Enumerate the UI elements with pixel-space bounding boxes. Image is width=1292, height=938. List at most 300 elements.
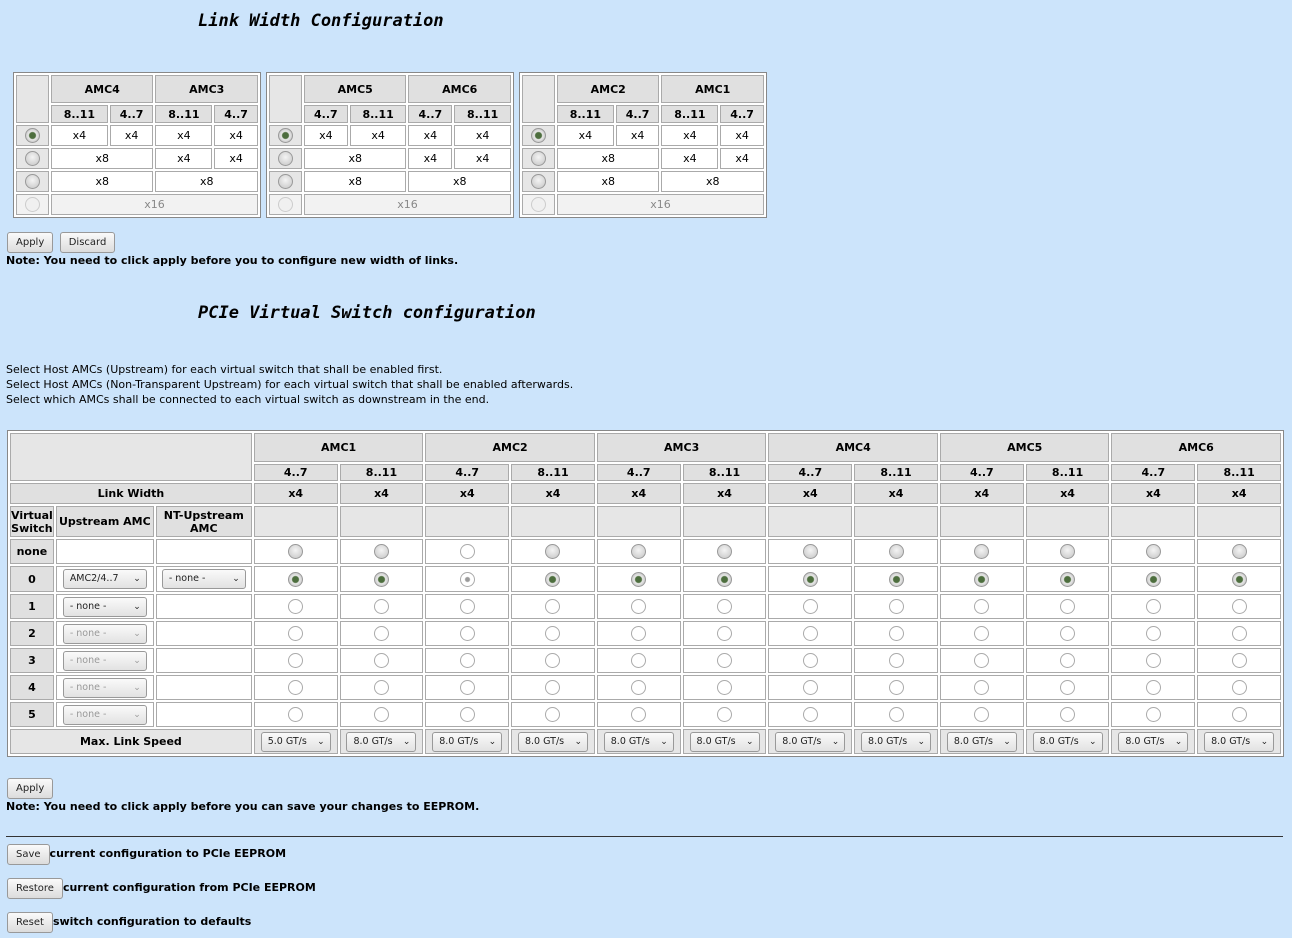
downstream-radio-cell[interactable] <box>1026 648 1110 673</box>
downstream-radio-cell[interactable] <box>1111 621 1195 646</box>
link-speed-select[interactable] <box>947 732 1017 752</box>
radio-icon <box>1146 680 1161 695</box>
downstream-radio-cell[interactable] <box>425 566 509 592</box>
downstream-radio-cell[interactable] <box>683 594 767 619</box>
width-cell: x8 <box>408 171 511 192</box>
header-corner <box>522 75 555 123</box>
restore-description: current configuration from PCIe EEPROM <box>62 881 316 894</box>
upstream-select[interactable] <box>63 569 147 589</box>
link-width-value: x4 <box>425 483 509 504</box>
chevron-down-icon: ⌄ <box>133 682 141 693</box>
vswitch-title: PCIe Virtual Switch configuration <box>198 303 536 323</box>
amc-header: AMC3 <box>155 75 258 103</box>
lane-header: 4..7 <box>720 105 764 123</box>
chevron-down-icon: ⌄ <box>1174 736 1183 747</box>
nt-upstream-cell <box>156 675 252 700</box>
radio-icon <box>974 653 989 668</box>
radio-icon <box>717 680 732 695</box>
radio-icon <box>803 653 818 668</box>
spacer-cell <box>940 506 1024 537</box>
downstream-radio-cell[interactable] <box>597 675 681 700</box>
link-speed-value: 8.0 GT/s <box>696 735 736 747</box>
downstream-radio-cell[interactable] <box>683 675 767 700</box>
lane-header: 4..7 <box>110 105 154 123</box>
radio-icon <box>889 680 904 695</box>
radio-icon <box>889 653 904 668</box>
nt-upstream-cell <box>156 621 252 646</box>
width-cell: x4 <box>304 125 348 146</box>
downstream-radio-cell[interactable] <box>768 675 852 700</box>
downstream-radio-cell[interactable] <box>854 675 938 700</box>
width-option-radio[interactable] <box>16 171 49 192</box>
lane-header: 4..7 <box>597 464 681 481</box>
amc-header: AMC5 <box>940 433 1110 462</box>
link-width-value: x4 <box>683 483 767 504</box>
radio-selected-icon <box>278 128 293 143</box>
upstream-select[interactable] <box>63 597 147 617</box>
downstream-radio-cell[interactable] <box>511 621 595 646</box>
link-width-note: Note: You need to click apply before you to configure new width of links. <box>6 254 459 267</box>
chevron-down-icon: ⌄ <box>133 574 141 584</box>
radio-icon <box>288 707 303 722</box>
radio-icon <box>889 572 904 587</box>
downstream-radio-cell[interactable] <box>683 566 767 592</box>
width-cell: x4 <box>557 125 614 146</box>
radio-icon <box>1146 626 1161 641</box>
width-option-radio[interactable] <box>269 125 302 146</box>
downstream-radio-cell[interactable] <box>854 594 938 619</box>
chevron-down-icon: ⌄ <box>1089 736 1097 747</box>
upstream-select-value: AMC2/4..7 <box>69 573 119 584</box>
link-width-value: x4 <box>254 483 338 504</box>
downstream-radio-cell[interactable] <box>940 539 1024 564</box>
switch-row-label: 5 <box>10 702 54 727</box>
lane-header: 4..7 <box>408 105 452 123</box>
downstream-radio-cell[interactable] <box>340 621 424 646</box>
upstream-header: Upstream AMC <box>56 506 154 537</box>
downstream-radio-cell[interactable] <box>854 539 938 564</box>
amc-header: AMC1 <box>254 433 424 462</box>
restore-button[interactable]: Restore <box>7 878 63 899</box>
width-cell: x8 <box>155 171 258 192</box>
radio-icon <box>631 626 646 641</box>
upstream-select <box>63 651 147 671</box>
width-cell: x8 <box>51 171 153 192</box>
downstream-radio-cell[interactable] <box>425 675 509 700</box>
downstream-radio-cell[interactable] <box>1026 675 1110 700</box>
downstream-radio-cell[interactable] <box>1197 566 1281 592</box>
link-speed-select[interactable] <box>261 732 331 752</box>
downstream-radio-cell[interactable] <box>940 621 1024 646</box>
radio-icon <box>374 653 389 668</box>
radio-icon <box>1146 653 1161 668</box>
downstream-radio-cell[interactable] <box>340 539 424 564</box>
radio-icon <box>803 707 818 722</box>
downstream-radio-cell[interactable] <box>340 648 424 673</box>
link-speed-cell <box>1026 729 1110 754</box>
downstream-radio-cell[interactable] <box>854 566 938 592</box>
link-speed-value: 8.0 GT/s <box>610 735 650 747</box>
link-speed-cell <box>425 729 509 754</box>
downstream-radio-cell[interactable] <box>1026 621 1110 646</box>
radio-icon <box>278 151 293 166</box>
spacer-cell <box>511 506 595 537</box>
radio-icon <box>1060 653 1075 668</box>
width-option-radio[interactable] <box>269 171 302 192</box>
downstream-radio-cell[interactable] <box>1197 648 1281 673</box>
link-width-value: x4 <box>1111 483 1195 504</box>
link-width-value: x4 <box>768 483 852 504</box>
downstream-radio-cell[interactable] <box>854 648 938 673</box>
downstream-radio-cell[interactable] <box>683 621 767 646</box>
link-speed-value: 8.0 GT/s <box>1125 735 1165 747</box>
link-speed-select[interactable] <box>690 732 760 752</box>
downstream-radio-cell[interactable] <box>425 702 509 727</box>
radio-icon <box>974 599 989 614</box>
link-speed-select[interactable] <box>1118 732 1188 752</box>
width-cell: x4 <box>408 148 452 169</box>
downstream-radio-cell[interactable] <box>254 702 338 727</box>
downstream-radio-cell[interactable] <box>425 594 509 619</box>
radio-icon <box>717 599 732 614</box>
downstream-radio-cell[interactable] <box>940 702 1024 727</box>
chevron-down-icon: ⌄ <box>133 709 141 720</box>
downstream-radio-cell[interactable] <box>254 648 338 673</box>
nt-upstream-cell <box>156 566 252 592</box>
width-cell: x4 <box>110 125 154 146</box>
spacer-cell <box>254 506 338 537</box>
width-option-radio[interactable] <box>269 148 302 169</box>
radio-icon <box>278 174 293 189</box>
chevron-down-icon: ⌄ <box>660 736 668 747</box>
downstream-radio-cell[interactable] <box>683 702 767 727</box>
radio-icon <box>374 544 389 559</box>
radio-icon <box>1146 572 1161 587</box>
downstream-radio-cell[interactable] <box>1111 539 1195 564</box>
width-cell: x8 <box>557 148 659 169</box>
width-cell: x4 <box>616 125 660 146</box>
radio-icon <box>1232 626 1247 641</box>
upstream-cell <box>56 702 154 727</box>
lane-header: 8..11 <box>454 105 511 123</box>
radio-icon <box>974 544 989 559</box>
downstream-radio-cell[interactable] <box>254 675 338 700</box>
nt-upstream-header: NT-Upstream AMC <box>156 506 252 537</box>
link-speed-value: 8.0 GT/s <box>1039 735 1079 747</box>
radio-icon <box>803 544 818 559</box>
width-cell: x4 <box>454 148 511 169</box>
spacer-cell <box>425 506 509 537</box>
amc-header: AMC6 <box>408 75 511 103</box>
vswitch-instructions <box>6 362 573 407</box>
width-cell: x4 <box>214 148 258 169</box>
radio-icon <box>1232 544 1247 559</box>
radio-icon <box>974 626 989 641</box>
link-speed-value: 8.0 GT/s <box>524 735 565 747</box>
downstream-radio-cell[interactable] <box>683 648 767 673</box>
downstream-radio-cell[interactable] <box>425 621 509 646</box>
downstream-radio-cell[interactable] <box>1111 675 1195 700</box>
chevron-down-icon: ⌄ <box>402 736 411 747</box>
radio-icon <box>374 599 389 614</box>
downstream-radio-cell[interactable] <box>597 702 681 727</box>
lane-header: 8..11 <box>340 464 424 481</box>
link-speed-value: 5.0 GT/s <box>267 735 307 747</box>
downstream-radio-cell[interactable] <box>425 539 509 564</box>
link-speed-value: 8.0 GT/s <box>1211 735 1251 747</box>
width-option-radio[interactable] <box>16 125 49 146</box>
width-cell: x16 <box>304 194 511 215</box>
downstream-radio-cell[interactable] <box>768 702 852 727</box>
width-option-radio[interactable] <box>522 171 555 192</box>
downstream-radio-cell[interactable] <box>768 648 852 673</box>
radio-icon <box>631 599 646 614</box>
downstream-radio-cell[interactable] <box>511 539 595 564</box>
downstream-radio-cell[interactable] <box>854 621 938 646</box>
width-option-radio[interactable] <box>522 148 555 169</box>
link-speed-cell <box>254 729 338 754</box>
link-speed-select[interactable] <box>604 732 674 752</box>
radio-icon <box>1232 680 1247 695</box>
radio-icon <box>1232 599 1247 614</box>
downstream-radio-cell[interactable] <box>1111 594 1195 619</box>
downstream-radio-cell[interactable] <box>1026 566 1110 592</box>
width-option-radio[interactable] <box>522 125 555 146</box>
width-option-radio <box>269 194 302 215</box>
downstream-radio-cell[interactable] <box>768 621 852 646</box>
downstream-radio-cell[interactable] <box>511 702 595 727</box>
chevron-down-icon: ⌄ <box>232 574 240 584</box>
downstream-radio-cell[interactable] <box>683 539 767 564</box>
radio-icon <box>889 544 904 559</box>
chevron-down-icon: ⌄ <box>1003 736 1011 747</box>
radio-icon <box>717 653 732 668</box>
upstream-select <box>63 705 147 725</box>
downstream-radio-cell[interactable] <box>254 594 338 619</box>
spacer-cell <box>854 506 938 537</box>
radio-icon <box>374 680 389 695</box>
downstream-radio-cell[interactable] <box>425 648 509 673</box>
link-speed-value: 8.0 GT/s <box>953 735 993 747</box>
reset-button[interactable]: Reset <box>7 912 53 933</box>
downstream-radio-cell[interactable] <box>340 675 424 700</box>
downstream-radio-cell[interactable] <box>1111 702 1195 727</box>
radio-icon <box>545 626 560 641</box>
switch-row-label: 2 <box>10 621 54 646</box>
radio-disabled-icon <box>531 197 546 212</box>
downstream-radio-cell[interactable] <box>340 566 424 592</box>
radio-icon <box>803 599 818 614</box>
downstream-radio-cell[interactable] <box>340 594 424 619</box>
upstream-select <box>63 678 147 698</box>
width-cell: x8 <box>557 171 659 192</box>
radio-icon <box>631 572 646 587</box>
link-speed-cell <box>768 729 852 754</box>
link-speed-cell <box>940 729 1024 754</box>
downstream-radio-cell[interactable] <box>1026 702 1110 727</box>
link-width-value: x4 <box>940 483 1024 504</box>
lane-header: 8..11 <box>51 105 108 123</box>
nt-upstream-cell <box>156 539 252 564</box>
link-width-value: x4 <box>597 483 681 504</box>
downstream-radio-cell[interactable] <box>511 648 595 673</box>
lane-header: 8..11 <box>350 105 407 123</box>
downstream-radio-cell[interactable] <box>1197 594 1281 619</box>
instruction-line: Select Host AMCs (Upstream) for each virtual switch that shall be enabled first. <box>6 363 443 376</box>
radio-icon <box>25 174 40 189</box>
downstream-radio-cell[interactable] <box>768 594 852 619</box>
downstream-radio-cell[interactable] <box>597 594 681 619</box>
radio-icon <box>717 544 732 559</box>
apply-vswitch-button[interactable]: Apply <box>7 778 53 799</box>
link-speed-value: 8.0 GT/s <box>782 735 822 747</box>
radio-icon <box>460 599 475 614</box>
lane-header: 8..11 <box>661 105 718 123</box>
downstream-radio-cell[interactable] <box>254 621 338 646</box>
link-speed-cell <box>511 729 595 754</box>
radio-icon <box>545 707 560 722</box>
downstream-radio-cell[interactable] <box>768 539 852 564</box>
downstream-radio-cell[interactable] <box>940 675 1024 700</box>
downstream-radio-cell[interactable] <box>1197 675 1281 700</box>
width-cell: x8 <box>661 171 764 192</box>
downstream-radio-cell[interactable] <box>1026 539 1110 564</box>
upstream-select-value: - none - <box>69 600 107 612</box>
amc-header: AMC6 <box>1111 433 1281 462</box>
spacer-cell <box>340 506 424 537</box>
lane-header: 8..11 <box>1197 464 1281 481</box>
downstream-radio-cell[interactable] <box>768 566 852 592</box>
link-speed-select[interactable] <box>1204 732 1274 752</box>
upstream-cell <box>56 675 154 700</box>
apply-link-width-button[interactable]: Apply <box>7 232 53 253</box>
chevron-down-icon: ⌄ <box>831 736 840 747</box>
downstream-radio-cell[interactable] <box>1197 621 1281 646</box>
save-button[interactable]: Save <box>7 844 50 865</box>
nt-upstream-select[interactable] <box>162 569 246 589</box>
link-speed-select[interactable] <box>346 732 416 752</box>
upstream-cell <box>56 621 154 646</box>
upstream-cell <box>56 648 154 673</box>
downstream-radio-cell[interactable] <box>254 566 338 592</box>
lane-header: 8..11 <box>557 105 614 123</box>
downstream-radio-cell[interactable] <box>511 675 595 700</box>
radio-icon <box>1060 599 1075 614</box>
radio-selected-icon <box>531 128 546 143</box>
downstream-radio-cell[interactable] <box>511 594 595 619</box>
radio-icon <box>1146 599 1161 614</box>
upstream-select-value: - none - <box>69 681 107 693</box>
lane-header: 4..7 <box>304 105 348 123</box>
width-cell: x4 <box>51 125 108 146</box>
upstream-select-value: - none - <box>69 654 107 666</box>
spacer-cell <box>683 506 767 537</box>
radio-icon <box>460 626 475 641</box>
downstream-radio-cell[interactable] <box>597 648 681 673</box>
downstream-radio-cell[interactable] <box>1197 702 1281 727</box>
radio-icon <box>288 653 303 668</box>
vswitch-note: Note: You need to click apply before you can save your changes to EEPROM. <box>6 800 480 813</box>
radio-icon <box>974 707 989 722</box>
nt-upstream-cell <box>156 648 252 673</box>
link-speed-select[interactable] <box>518 732 588 752</box>
amc-header: AMC2 <box>557 75 659 103</box>
radio-icon <box>25 151 40 166</box>
chevron-down-icon: ⌄ <box>1260 736 1269 747</box>
link-speed-cell <box>683 729 767 754</box>
downstream-radio-cell[interactable] <box>254 539 338 564</box>
link-width-value: x4 <box>340 483 424 504</box>
chevron-down-icon: ⌄ <box>745 736 754 747</box>
link-speed-cell <box>1111 729 1195 754</box>
downstream-radio-cell[interactable] <box>597 539 681 564</box>
link-speed-select[interactable] <box>861 732 931 752</box>
link-speed-select[interactable] <box>432 732 502 752</box>
downstream-radio-cell[interactable] <box>940 594 1024 619</box>
downstream-radio-cell[interactable] <box>940 566 1024 592</box>
link-speed-value: 8.0 GT/s <box>353 735 393 747</box>
downstream-radio-cell[interactable] <box>597 621 681 646</box>
amc-header: AMC4 <box>51 75 153 103</box>
lane-header: 8..11 <box>683 464 767 481</box>
radio-icon <box>288 626 303 641</box>
downstream-radio-cell[interactable] <box>511 566 595 592</box>
downstream-radio-cell[interactable] <box>1026 594 1110 619</box>
lane-header: 4..7 <box>940 464 1024 481</box>
width-cell: x4 <box>350 125 407 146</box>
downstream-radio-cell[interactable] <box>597 566 681 592</box>
downstream-radio-cell[interactable] <box>340 702 424 727</box>
downstream-radio-cell[interactable] <box>940 648 1024 673</box>
downstream-radio-cell[interactable] <box>1111 566 1195 592</box>
radio-icon <box>288 680 303 695</box>
radio-icon <box>717 572 732 587</box>
switch-row-label: 3 <box>10 648 54 673</box>
spacer-cell <box>1026 506 1110 537</box>
downstream-radio-cell[interactable] <box>854 702 938 727</box>
lane-header: 4..7 <box>1111 464 1195 481</box>
amc-header: AMC4 <box>768 433 938 462</box>
lane-header: 8..11 <box>155 105 212 123</box>
radio-icon <box>545 544 560 559</box>
downstream-radio-cell[interactable] <box>1111 648 1195 673</box>
width-cell: x4 <box>661 125 718 146</box>
width-cell: x16 <box>51 194 258 215</box>
radio-icon <box>1232 572 1247 587</box>
divider <box>6 836 1283 837</box>
spacer-cell <box>768 506 852 537</box>
width-option-radio <box>16 194 49 215</box>
width-cell: x4 <box>155 148 212 169</box>
link-speed-select[interactable] <box>775 732 845 752</box>
radio-icon <box>531 174 546 189</box>
lane-header: 4..7 <box>768 464 852 481</box>
width-cell: x4 <box>454 125 511 146</box>
width-option-radio[interactable] <box>16 148 49 169</box>
width-cell: x4 <box>661 148 718 169</box>
radio-icon <box>1232 707 1247 722</box>
header-corner <box>10 433 252 481</box>
radio-icon <box>374 572 389 587</box>
discard-button[interactable]: Discard <box>60 232 116 253</box>
reset-description: switch configuration to defaults <box>52 915 252 928</box>
radio-icon <box>545 599 560 614</box>
width-cell: x4 <box>214 125 258 146</box>
link-width-value: x4 <box>1197 483 1281 504</box>
link-speed-select[interactable] <box>1033 732 1103 752</box>
radio-icon <box>288 544 303 559</box>
downstream-radio-cell[interactable] <box>1197 539 1281 564</box>
